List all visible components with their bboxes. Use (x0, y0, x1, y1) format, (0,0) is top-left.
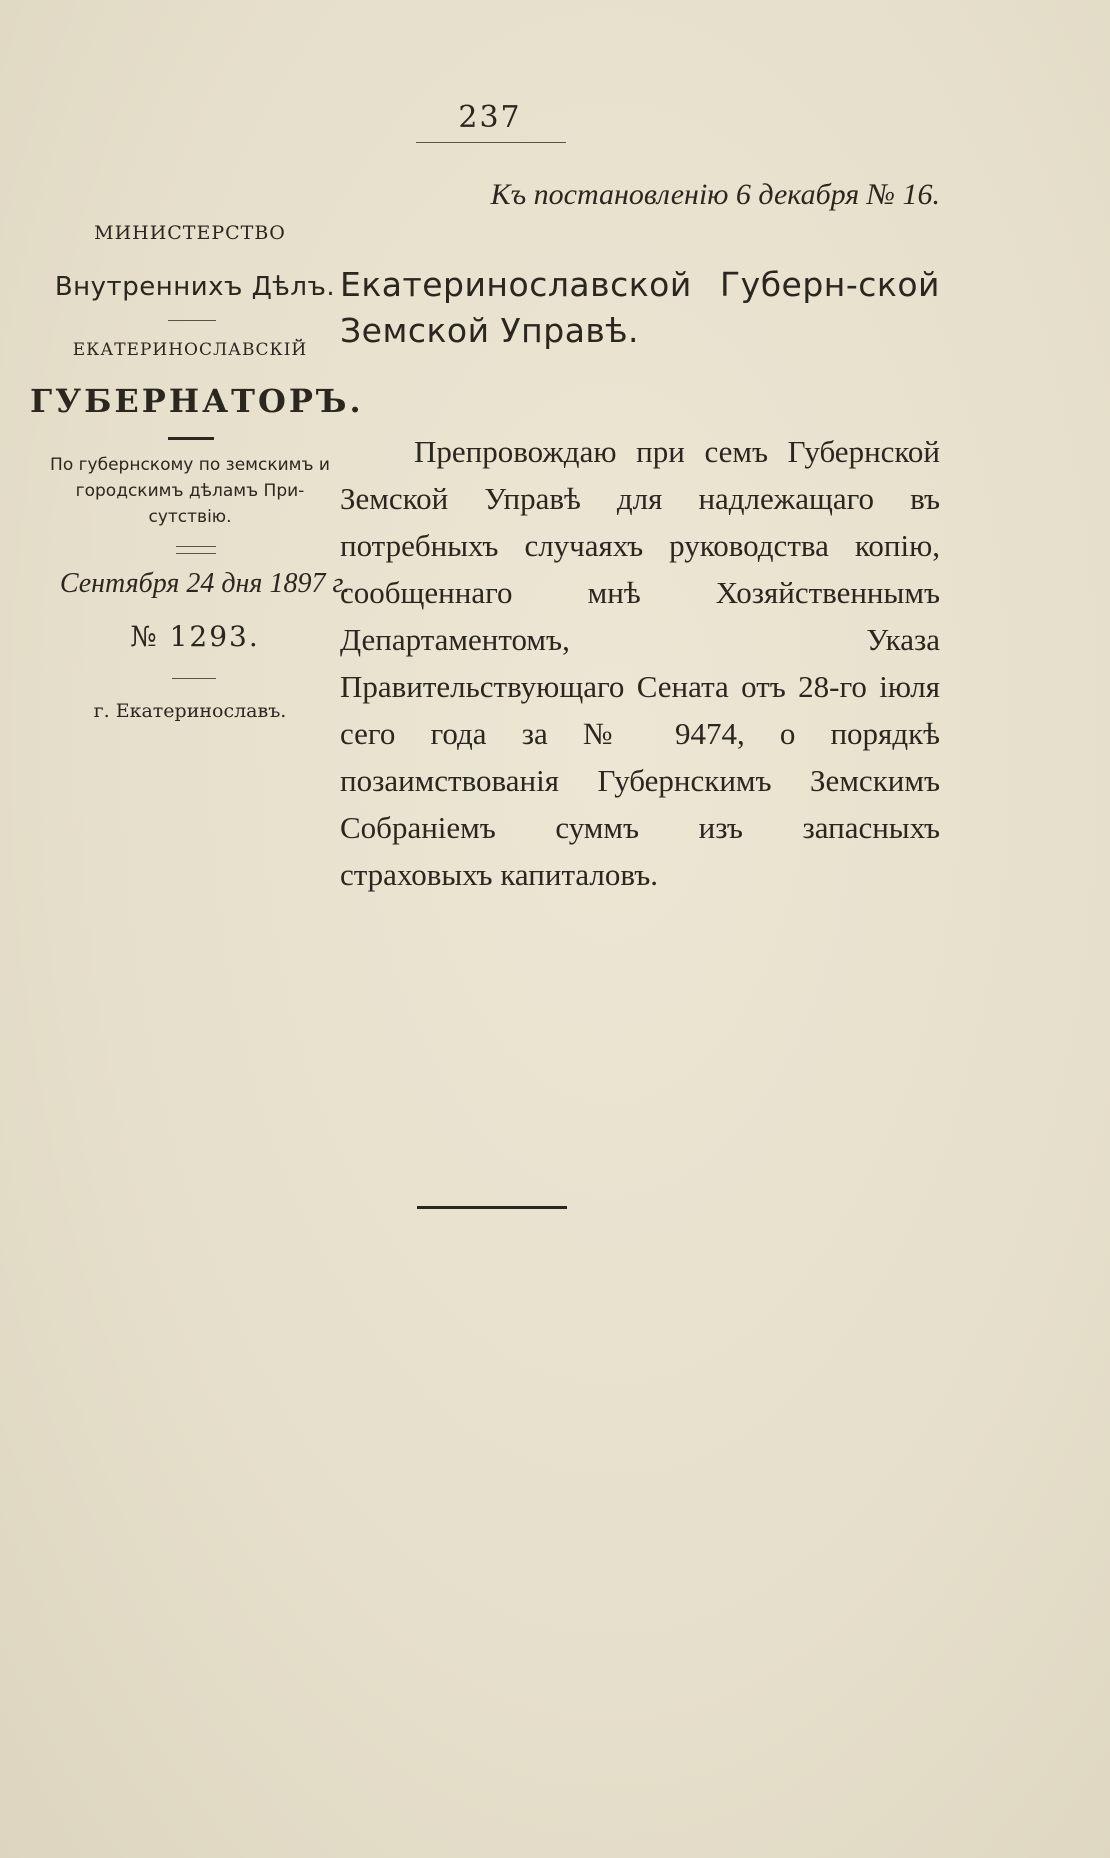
letter-date: Сентября 24 дня 1897 г. (59, 568, 350, 599)
body-paragraph: Препровождаю при семъ Губернской Земской Управѣ для надлежащаго въ потребныхъ случаяхъ руководства копію, сообщеннаго мнѣ Хозяйственнымъ Департаментомъ, Указа Правительствующаго Сената отъ 28-го іюля сего года за № 9474, о порядкѣ позаимствованія Губернскимъ Земскимъ Собраніемъ суммъ изъ запасныхъ страховыхъ капиталовъ. (340, 434, 940, 892)
page-number-rule (416, 142, 566, 143)
divider (172, 678, 216, 679)
reference-line: Къ постановленію 6 декабря № 16. (490, 178, 940, 211)
divider-double (176, 546, 216, 554)
letter-body (340, 428, 940, 898)
end-rule (417, 1206, 567, 1209)
sender-ministry: МИНИСТЕРСТВО (94, 222, 286, 244)
sender-region: ЕКАТЕРИНОСЛАВСКІЙ (72, 340, 308, 360)
sender-title: ГУБЕРНАТОРЪ. (30, 382, 364, 420)
divider (168, 320, 216, 321)
sender-department: По губернскому по земскимъ и городскимъ дѣламъ При-сутствію. (50, 455, 330, 527)
addressee: Екатеринославской Губерн-ской Земской Управѣ. (340, 265, 940, 350)
page-number: 237 (458, 100, 522, 135)
letter-number: № 1293. (130, 620, 260, 653)
sender-ministry-dept: Внутреннихъ Дѣлъ. (54, 272, 336, 302)
sender-city: г. Екатеринославъ. (93, 700, 287, 722)
divider-bold (168, 437, 214, 440)
